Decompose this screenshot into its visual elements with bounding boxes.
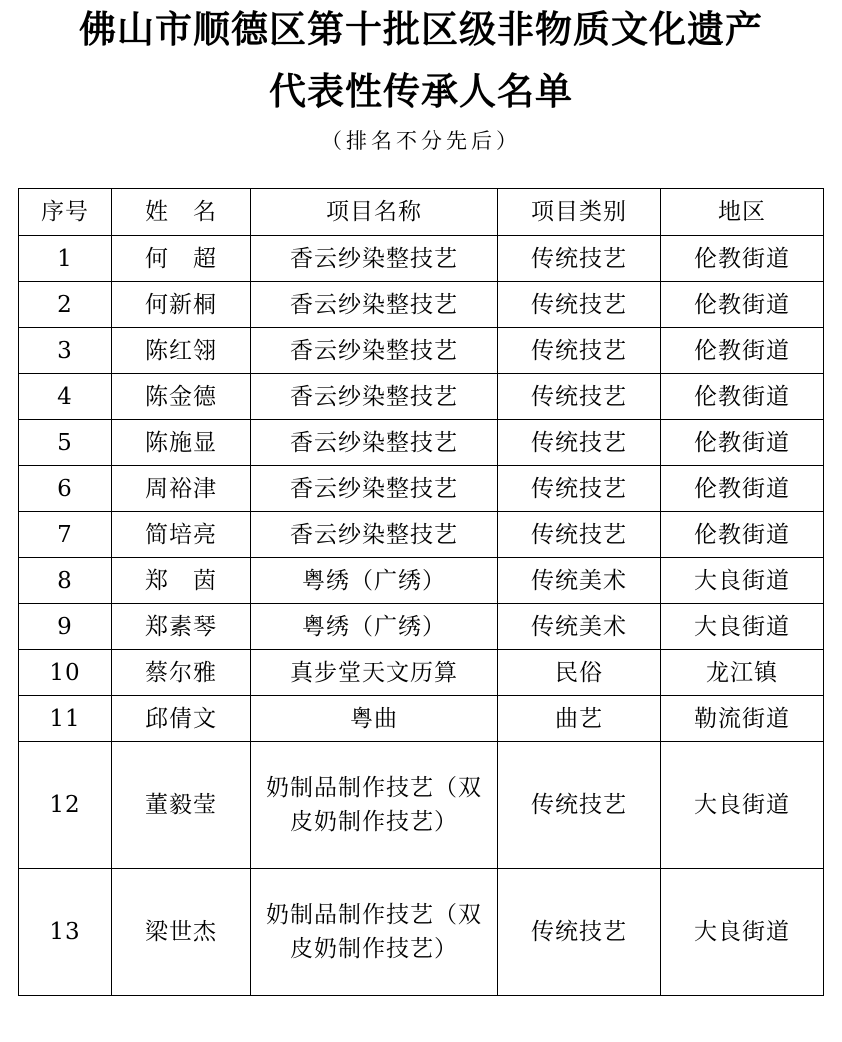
cell-name: 周裕津	[112, 466, 251, 512]
cell-project: 香云纱染整技艺	[251, 466, 498, 512]
table-row	[19, 558, 824, 604]
table-row	[19, 650, 824, 696]
cell-region: 大良街道	[661, 558, 824, 604]
cell-region: 伦教街道	[661, 420, 824, 466]
cell-project: 香云纱染整技艺	[251, 512, 498, 558]
cell-region: 大良街道	[661, 604, 824, 650]
cell-name: 董毅莹	[112, 742, 251, 869]
table-row	[19, 512, 824, 558]
cell-number: 13	[19, 869, 112, 996]
cell-number: 3	[19, 328, 112, 374]
cell-project: 真步堂天文历算	[251, 650, 498, 696]
cell-category: 传统技艺	[498, 420, 661, 466]
cell-category: 传统技艺	[498, 742, 661, 869]
cell-number: 9	[19, 604, 112, 650]
cell-name: 郑 茵	[112, 558, 251, 604]
cell-region: 伦教街道	[661, 466, 824, 512]
cell-number: 2	[19, 282, 112, 328]
table-row	[19, 742, 824, 869]
cell-category: 传统技艺	[498, 328, 661, 374]
cell-region: 龙江镇	[661, 650, 824, 696]
inheritors-table	[18, 188, 824, 996]
cell-project: 奶制品制作技艺（双皮奶制作技艺）	[251, 742, 498, 869]
cell-name: 陈红翎	[112, 328, 251, 374]
cell-region: 伦教街道	[661, 328, 824, 374]
cell-category: 传统技艺	[498, 236, 661, 282]
cell-region: 伦教街道	[661, 512, 824, 558]
cell-number: 7	[19, 512, 112, 558]
cell-project: 香云纱染整技艺	[251, 328, 498, 374]
header-category: 项目类别	[498, 189, 661, 236]
cell-project: 粤曲	[251, 696, 498, 742]
cell-project: 香云纱染整技艺	[251, 282, 498, 328]
cell-category: 传统美术	[498, 558, 661, 604]
document-title-line-1: 佛山市顺德区第十批区级非物质文化遗产	[79, 7, 763, 51]
cell-project: 粤绣（广绣）	[251, 558, 498, 604]
cell-region: 伦教街道	[661, 374, 824, 420]
header-name: 姓 名	[112, 189, 251, 236]
cell-number: 11	[19, 696, 112, 742]
cell-name: 简培亮	[112, 512, 251, 558]
cell-number: 4	[19, 374, 112, 420]
cell-region: 大良街道	[661, 869, 824, 996]
table-row	[19, 696, 824, 742]
cell-name: 梁世杰	[112, 869, 251, 996]
cell-number: 1	[19, 236, 112, 282]
header-project: 项目名称	[251, 189, 498, 236]
cell-category: 传统技艺	[498, 374, 661, 420]
cell-region: 伦教街道	[661, 282, 824, 328]
document-subtitle: （排名不分先后）	[321, 129, 521, 153]
cell-number: 8	[19, 558, 112, 604]
table-row	[19, 282, 824, 328]
table-row	[19, 466, 824, 512]
cell-category: 传统美术	[498, 604, 661, 650]
cell-name: 郑素琴	[112, 604, 251, 650]
table-row	[19, 869, 824, 996]
cell-project: 奶制品制作技艺（双皮奶制作技艺）	[251, 869, 498, 996]
cell-project: 香云纱染整技艺	[251, 420, 498, 466]
cell-project: 香云纱染整技艺	[251, 374, 498, 420]
table-row	[19, 374, 824, 420]
cell-name: 何新桐	[112, 282, 251, 328]
cell-number: 10	[19, 650, 112, 696]
cell-category: 民俗	[498, 650, 661, 696]
header-region: 地区	[661, 189, 824, 236]
cell-name: 蔡尔雅	[112, 650, 251, 696]
table-row	[19, 420, 824, 466]
cell-category: 传统技艺	[498, 282, 661, 328]
table-row	[19, 328, 824, 374]
cell-category: 曲艺	[498, 696, 661, 742]
cell-region: 大良街道	[661, 742, 824, 869]
cell-category: 传统技艺	[498, 869, 661, 996]
cell-category: 传统技艺	[498, 512, 661, 558]
document-title-line-2: 代表性传承人名单	[269, 69, 573, 113]
cell-number: 5	[19, 420, 112, 466]
cell-project: 粤绣（广绣）	[251, 604, 498, 650]
table-row	[19, 236, 824, 282]
cell-project: 香云纱染整技艺	[251, 236, 498, 282]
table-header-row	[19, 189, 824, 236]
cell-region: 伦教街道	[661, 236, 824, 282]
cell-name: 陈施显	[112, 420, 251, 466]
cell-number: 12	[19, 742, 112, 869]
cell-number: 6	[19, 466, 112, 512]
cell-name: 何 超	[112, 236, 251, 282]
cell-region: 勒流街道	[661, 696, 824, 742]
cell-name: 邱倩文	[112, 696, 251, 742]
cell-category: 传统技艺	[498, 466, 661, 512]
table-row	[19, 604, 824, 650]
cell-name: 陈金德	[112, 374, 251, 420]
header-number: 序号	[19, 189, 112, 236]
